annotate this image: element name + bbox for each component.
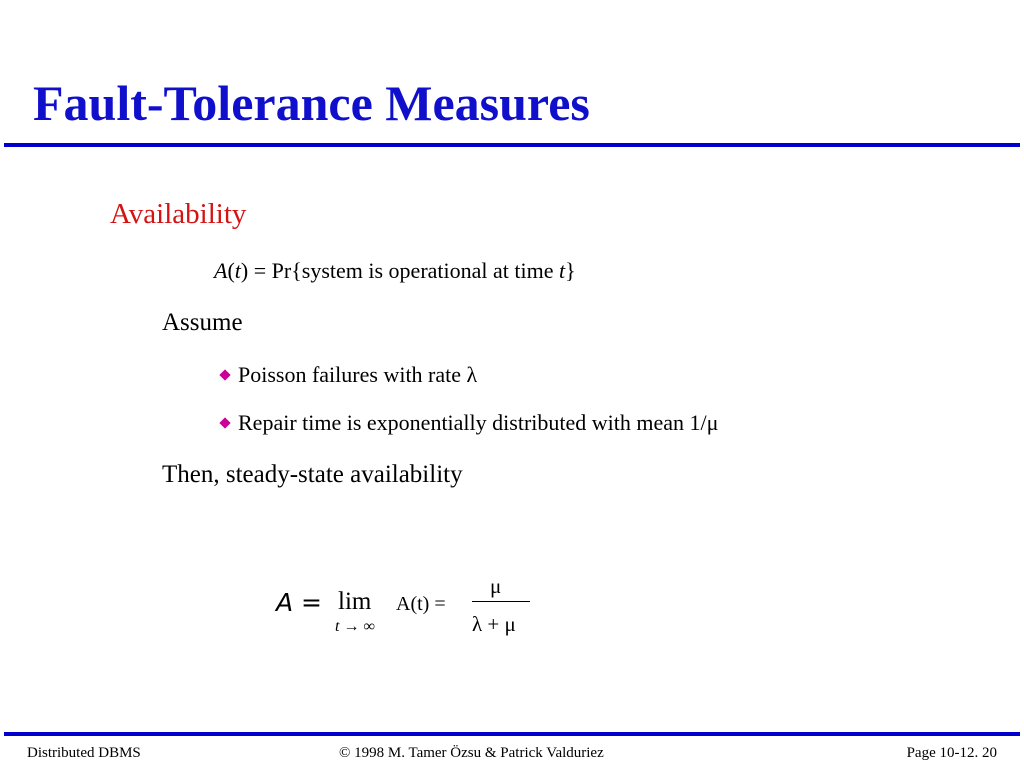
- definition-rhs-var: t: [558, 258, 566, 283]
- title-divider: [4, 143, 1020, 147]
- bullet-text: Repair time is exponentially distributed with mean 1/μ: [238, 410, 719, 435]
- assume-label: Assume: [162, 309, 243, 336]
- formula-lim: lim: [338, 588, 372, 615]
- section-heading: Availability: [110, 198, 247, 230]
- definition-rhs: = Pr{system is operational at time: [248, 258, 559, 283]
- footer-copyright: © 1998 M. Tamer Özsu & Patrick Valduriez: [339, 745, 604, 761]
- formula-lhs: [276, 588, 322, 618]
- availability-definition: A(t) = Pr{system is operational at time t}: [214, 258, 576, 283]
- formula-denominator: λ + μ: [472, 612, 516, 636]
- diamond-bullet-icon: [219, 370, 230, 381]
- diamond-bullet-icon: [219, 418, 230, 429]
- fraction-bar: [472, 601, 530, 602]
- definition-lhs-var: A: [214, 258, 228, 283]
- formula-lim-subscript: [335, 618, 375, 636]
- formula-function: A(t) =: [396, 593, 446, 615]
- formula-numerator: μ: [490, 574, 502, 598]
- slide-title: Fault-Tolerance Measures: [33, 75, 590, 131]
- bullet-item: [218, 362, 477, 388]
- lim-subscript-text: t → ∞: [335, 618, 375, 635]
- bullet-item: [218, 410, 718, 436]
- then-statement: Then, steady-state availability: [162, 461, 463, 488]
- footer-divider: [4, 732, 1020, 736]
- footer-page-number: Page 10-12. 20: [906, 745, 997, 761]
- bullet-text: Poisson failures with rate λ: [238, 362, 478, 387]
- definition-lhs-arg: t: [234, 258, 241, 283]
- formula-lhs-text: A =: [276, 588, 322, 617]
- footer-course: Distributed DBMS: [27, 745, 141, 761]
- definition-rhs-close: }: [565, 258, 576, 283]
